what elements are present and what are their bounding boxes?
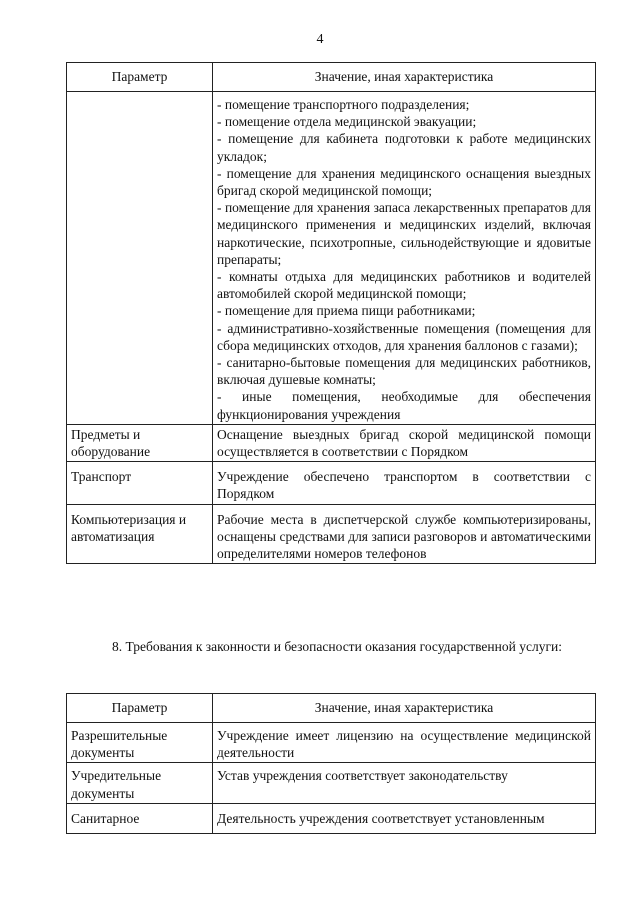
header-parameter: Параметр (67, 694, 213, 723)
value-cell: Деятельность учреждения соответствует установленным (213, 803, 596, 833)
list-item: - помещение транспортного подразделения; (217, 97, 470, 112)
requirements-table-2 (66, 693, 596, 834)
value-cell: Учреждение имеет лицензию на осуществление медицинской деятельности (213, 723, 596, 763)
list-item: - помещение для хранения медицинского оснащения выездных бригад скорой медицинской помощи; (217, 165, 591, 199)
param-cell (67, 92, 213, 425)
header-value: Значение, иная характеристика (213, 63, 596, 92)
list-item: - иные помещения, необходимые для обеспечения функционирования учреждения (217, 389, 591, 422)
table-row (67, 763, 596, 803)
page-number: 4 (316, 32, 324, 47)
param-cell: Предметы и оборудование (67, 424, 213, 461)
table-row (67, 462, 596, 504)
table-row (67, 92, 596, 425)
table-header-row (67, 63, 596, 92)
header-value: Значение, иная характеристика (213, 694, 596, 723)
value-cell: Учреждение обеспечено транспортом в соответствии с Порядком (213, 462, 596, 504)
header-parameter: Параметр (67, 63, 213, 92)
table-header-row (67, 694, 596, 723)
value-cell: Устав учреждения соответствует законодательству (213, 763, 596, 803)
list-item: - помещение для хранения запаса лекарственных препаратов для медицинского применения и медицинских изделий, включая наркотические, психотропные, сильнодействующие и ядовитые препараты; (217, 200, 591, 267)
table-row (67, 424, 596, 461)
param-cell: Учредительные документы (67, 763, 213, 803)
value-cell: Рабочие места в диспетчерской службе компьютеризированы, оснащены средствами для записи разговоров и автоматическими определителями номеров телефонов (213, 504, 596, 564)
param-cell: Санитарное (67, 803, 213, 833)
table-row (67, 803, 596, 833)
list-item: - административно-хозяйственные помещения (помещения для сбора медицинских отходов, для хранения баллонов с газами); (217, 320, 591, 353)
list-item: - помещение для приема пищи работниками; (217, 303, 476, 319)
param-cell: Транспорт (67, 462, 213, 504)
value-cell (213, 92, 596, 425)
requirements-table-1 (66, 62, 596, 564)
list-item: - помещение отдела медицинской эвакуации; (217, 114, 477, 130)
list-item: - санитарно-бытовые помещения для медицинских работников, включая душевые комнаты; (217, 355, 591, 388)
value-cell: Оснащение выездных бригад скорой медицинской помощи осуществляется в соответствии с Порядком (213, 424, 596, 461)
list-item: - комнаты отдыха для медицинских работников и водителей автомобилей скорой медицинской помощи; (217, 269, 591, 302)
param-cell: Разрешительные документы (67, 723, 213, 763)
table-row (67, 723, 596, 763)
section-8-heading: 8. Требования к законности и безопасности оказания государственной услуги: (112, 639, 562, 654)
param-cell: Компьютеризация и автоматизация (67, 504, 213, 564)
table-row (67, 504, 596, 564)
list-item: - помещение для кабинета подготовки к работе медицинских укладок; (217, 131, 591, 164)
